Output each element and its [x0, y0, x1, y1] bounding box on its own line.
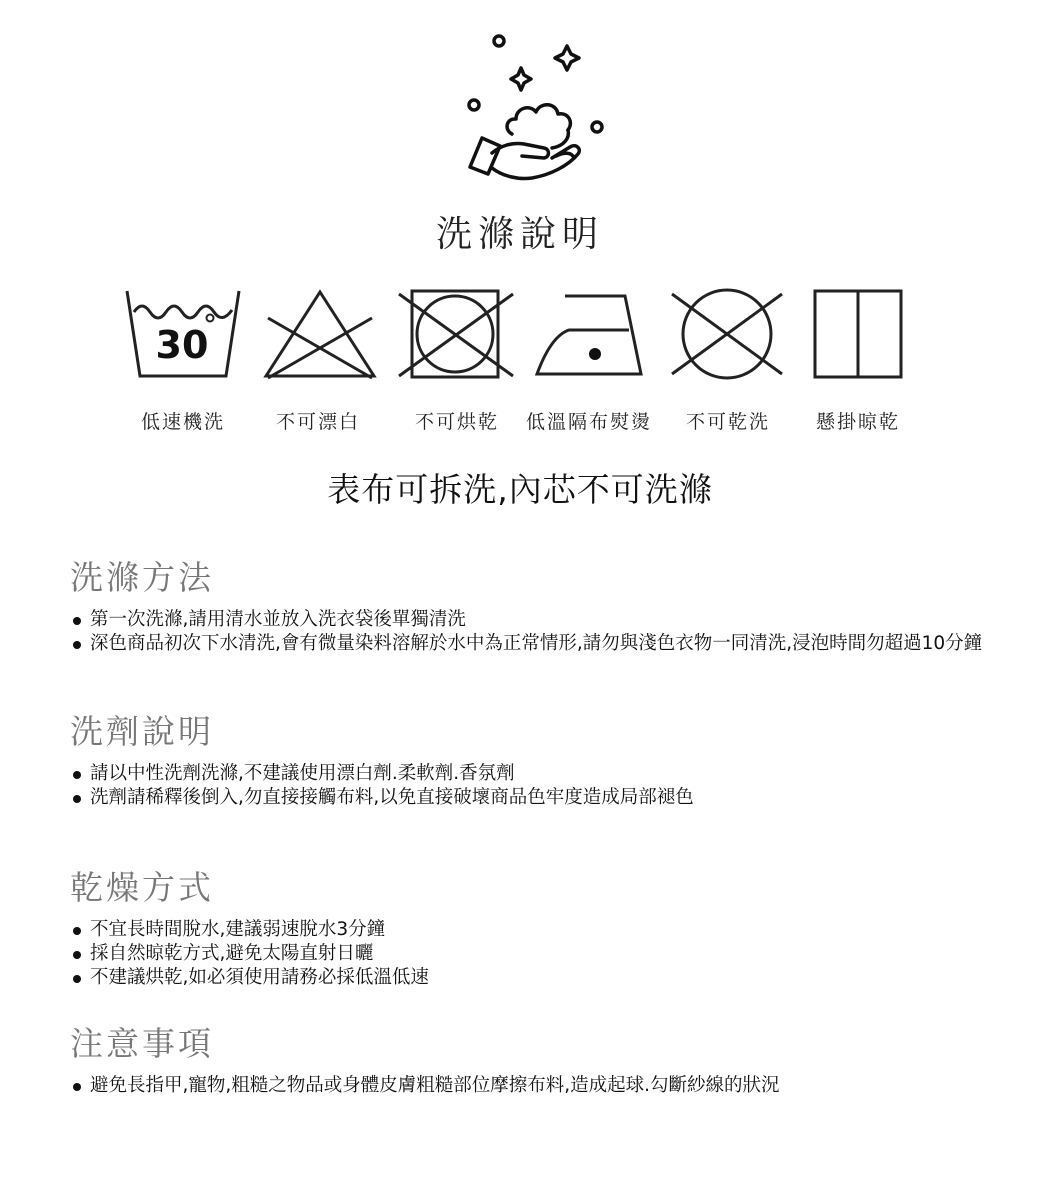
care-label-low-iron: 低溫隔布熨燙 — [525, 411, 653, 433]
list-item: 洗劑請稀釋後倒入,勿直接接觸布料,以免直接破壞商品色牢度造成局部褪色 — [70, 786, 1000, 810]
list-item: 深色商品初次下水清洗,會有微量染料溶解於水中為正常情形,請勿與淺色衣物一同清洗,浸泡時間勿超過10分鐘 — [70, 632, 1000, 656]
care-label-no-tumble-dry: 不可烘乾 — [414, 411, 500, 433]
list-item: 不宜長時間脫水,建議弱速脫水3分鐘 — [70, 918, 1000, 942]
wash-temperature: 30 — [155, 323, 209, 367]
list-item: 採自然晾乾方式,避免太陽直射日曬 — [70, 942, 1000, 966]
no-bleach-icon — [262, 288, 378, 380]
washable-notice: 表布可拆洗,內芯不可洗滌 — [327, 470, 713, 509]
section-caution — [70, 1022, 1000, 1098]
hand-wash-icon — [440, 30, 620, 200]
section-title: 洗滌方法 — [70, 558, 214, 597]
list-item: 避免長指甲,寵物,粗糙之物品或身體皮膚粗糙部位摩擦布料,造成起球.勾斷紗線的狀況 — [70, 1074, 1000, 1098]
care-label-line-dry: 懸掛晾乾 — [815, 411, 901, 433]
section-detergent — [70, 710, 1000, 810]
bullet-list — [70, 918, 1000, 990]
wash-30-icon — [124, 288, 242, 380]
bullet-list — [70, 1074, 1000, 1098]
care-label-no-dry-clean: 不可乾洗 — [685, 411, 771, 433]
section-washing — [70, 556, 1000, 656]
section-drying — [70, 866, 1000, 990]
section-title: 注意事項 — [70, 1024, 214, 1063]
no-dry-clean-icon — [668, 288, 786, 380]
care-label-no-bleach: 不可漂白 — [275, 411, 361, 433]
care-label-machine-wash: 低速機洗 — [140, 411, 226, 433]
section-title: 乾燥方式 — [70, 868, 214, 907]
bullet-list — [70, 762, 1000, 810]
line-dry-icon — [812, 288, 904, 380]
section-title: 洗劑說明 — [70, 712, 214, 751]
bullet-list — [70, 608, 1000, 656]
list-item: 第一次洗滌,請用清水並放入洗衣袋後單獨清洗 — [70, 608, 1000, 632]
low-iron-icon — [533, 288, 645, 380]
list-item: 不建議烘乾,如必須使用請務必採低溫低速 — [70, 966, 1000, 990]
no-tumble-dry-icon — [397, 288, 515, 380]
list-item: 請以中性洗劑洗滌,不建議使用漂白劑.柔軟劑.香氛劑 — [70, 762, 1000, 786]
page-title: 洗滌說明 — [435, 214, 604, 255]
